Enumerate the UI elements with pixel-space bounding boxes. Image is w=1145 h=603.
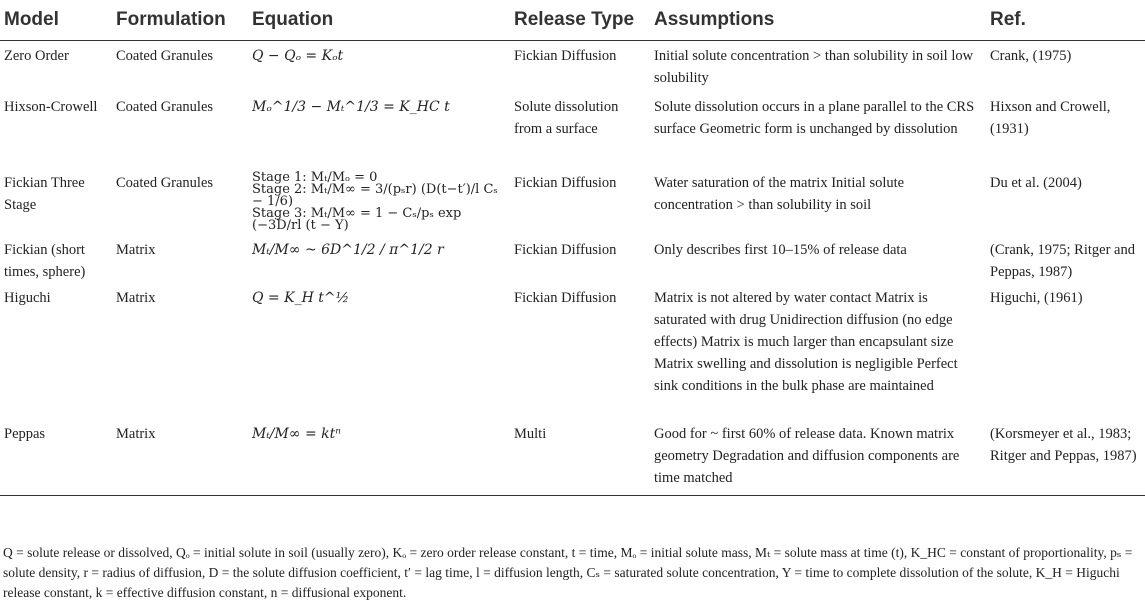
cell-assumptions: Matrix is not altered by water contact Matrix is saturated with drug Unidirection diffusion (no edge effects) Matrix is much larger than encapsulant size Matrix swelling and dissolution is negligible Perfect sink conditions in the bulk phase are maintained — [654, 289, 958, 394]
cell-assumptions: Only describes first 10–15% of release data — [654, 241, 907, 258]
cell-ref: (Korsmeyer et al., 1983; Ritger and Peppas, 1987) — [990, 425, 1137, 464]
cell-ref: Du et al. (2004) — [990, 174, 1082, 191]
table-row — [0, 92, 1145, 168]
cell-release-type: Fickian Diffusion — [514, 241, 617, 258]
header-row — [0, 0, 1145, 41]
cell-ref: (Crank, 1975; Ritger and Peppas, 1987) — [990, 241, 1135, 280]
header-assumptions: Assumptions — [654, 9, 775, 30]
table-row — [0, 235, 1145, 283]
cell-model: Higuchi — [4, 289, 51, 306]
cell-release-type: Fickian Diffusion — [514, 289, 617, 306]
header-release-type: Release Type — [514, 9, 635, 30]
cell-formulation: Matrix — [116, 241, 156, 258]
cell-equation: Mₜ/M∞ = ktⁿ — [252, 425, 341, 442]
header-formulation: Formulation — [116, 9, 226, 30]
equation-stage-3: Stage 3: Mₜ/M∞ = 1 − Cₛ/pₛ exp (−3D/rl (t − Y) — [252, 205, 462, 233]
table-row — [0, 41, 1145, 92]
cell-ref: Hixson and Crowell, (1931) — [990, 98, 1111, 137]
table-row — [0, 419, 1145, 496]
cell-model: Hixson-Crowell — [4, 98, 98, 115]
equation-stage-1: Stage 1: Mₜ/Mₒ = 0 — [252, 169, 378, 185]
cell-formulation: Matrix — [116, 289, 156, 306]
cell-equation: Q − Qₒ = Kₒt — [252, 48, 344, 64]
cell-equation: Mₒ^1/3 − Mₜ^1/3 = K_HC t — [252, 98, 450, 115]
cell-equation: Q = K_H t^½ — [252, 289, 350, 306]
cell-assumptions: Solute dissolution occurs in a plane parallel to the CRS surface Geometric form is unchanged by dissolution — [654, 98, 975, 137]
table-row — [0, 168, 1145, 235]
cell-model: Fickian (short times, sphere) — [4, 241, 86, 280]
cell-release-type: Multi — [514, 425, 547, 442]
cell-equation — [248, 168, 510, 235]
table-row — [0, 283, 1145, 419]
cell-model: Fickian Three Stage — [4, 174, 85, 213]
cell-ref: Higuchi, (1961) — [990, 289, 1083, 306]
cell-formulation: Coated Granules — [116, 174, 214, 191]
cell-formulation: Coated Granules — [116, 48, 214, 64]
cell-assumptions: Good for ~ first 60% of release data. Known matrix geometry Degradation and diffusion components are time matched — [654, 425, 960, 486]
cell-ref: Crank, (1975) — [990, 48, 1072, 64]
cell-model: Peppas — [4, 425, 46, 442]
table-footnote: Q = solute release or dissolved, Qₒ = initial solute in soil (usually zero), Kₒ = zero order release constant, t = time, Mₒ = initial solute mass, Mₜ = solute mass at time (t), K_HC = constant of proportionality, pₛ = solute density, r = radius of diffusion, D = the solute diffusion coefficient, t′ = lag time, l = diffusion length, Cₛ = saturated solute concentration, Y = time to complete dissolution of the solute, K_H = Higuchi release constant, k = effective diffusion constant, n = diffusional exponent. — [3, 545, 1133, 600]
cell-assumptions: Initial solute concentration > than solubility in soil low solubility — [654, 48, 974, 86]
cell-release-type: Fickian Diffusion — [514, 174, 617, 191]
header-equation: Equation — [252, 9, 334, 30]
header-ref: Ref. — [990, 9, 1026, 30]
cell-equation: Mₜ/M∞ ~ 6D^1/2 / π^1/2 r — [252, 241, 444, 258]
cell-release-type: Solute dissolution from a surface — [514, 98, 619, 137]
cell-model: Zero Order — [4, 48, 69, 64]
equation-stage-2: Stage 2: Mₜ/M∞ = 3/(pₛr) (D(t−t′)/l Cₛ − 1/6) — [252, 181, 498, 209]
cell-release-type: Fickian Diffusion — [514, 48, 617, 64]
cell-assumptions: Water saturation of the matrix Initial solute concentration > than solubility in soil — [654, 174, 905, 213]
cell-formulation: Matrix — [116, 425, 156, 442]
cell-formulation: Coated Granules — [116, 98, 214, 115]
header-model: Model — [4, 9, 59, 30]
